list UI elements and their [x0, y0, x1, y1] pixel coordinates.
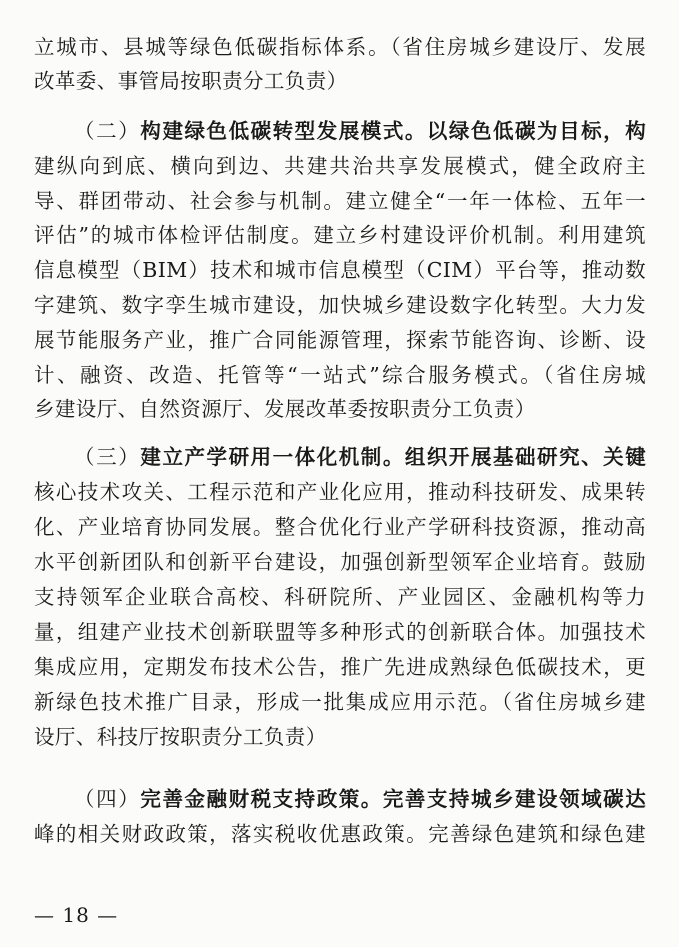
body-line: 新绿色技术推广目录，形成一批集成应用示范。（省住房城乡建	[34, 690, 646, 714]
section-heading: 构建绿色低碳转型发展模式。以绿色低碳为目标，构	[140, 119, 646, 143]
body-line: 集成应用，定期发布技术公告，推广先进成熟绿色低碳技术，更	[34, 655, 646, 679]
section-2-heading-line	[74, 118, 646, 144]
body-line: 评估”的城市体检评估制度。建立乡村建设评价机制。利用建筑	[34, 223, 646, 247]
body-line: 信息模型（BIM）技术和城市信息模型（CIM）平台等，推动数	[34, 258, 646, 282]
section-4-heading-line	[74, 786, 646, 812]
body-line: 设厅、科技厅按职责分工负责）	[34, 725, 327, 749]
body-line: 峰的相关财政政策，落实税收优惠政策。完善绿色建筑和绿色建	[34, 822, 646, 846]
body-line: 展节能服务产业，推广合同能源管理，探索节能咨询、诊断、设	[34, 328, 646, 352]
body-line: 化、产业培育协同发展。整合优化行业产学研科技资源，推动高	[34, 515, 646, 539]
body-line: 改革委、事管局按职责分工负责）	[34, 69, 348, 93]
section-number: （二）	[74, 119, 141, 143]
section-number: （四）	[74, 787, 141, 811]
section-3-heading-line	[74, 444, 646, 470]
body-line: 支持领军企业联合高校、科研院所、产业园区、金融机构等力	[34, 585, 646, 609]
body-line: 量，组建产业技术创新联盟等多种形式的创新联合体。加强技术	[34, 620, 646, 644]
body-line: 水平创新团队和创新平台建设，加强创新型领军企业培育。鼓励	[34, 550, 646, 574]
body-line: 立城市、县城等绿色低碳指标体系。（省住房城乡建设厅、发展	[34, 35, 646, 59]
section-heading: 完善金融财税支持政策。完善支持城乡建设领域碳达	[140, 787, 646, 811]
body-line: 核心技术攻关、工程示范和产业化应用，推动科技研发、成果转	[34, 480, 646, 504]
section-number: （三）	[74, 445, 141, 469]
section-heading: 建立产学研用一体化机制。组织开展基础研究、关键	[140, 445, 646, 469]
body-line: 乡建设厅、自然资源厅、发展改革委按职责分工负责）	[34, 397, 536, 421]
page-number: — 18 —	[34, 903, 119, 927]
body-line: 建纵向到底、横向到边、共建共治共享发展模式，健全政府主	[34, 154, 646, 178]
body-line: 导、群团带动、社会参与机制。建立健全“一年一体检、五年一	[34, 189, 646, 213]
body-line: 字建筑、数字孪生城市建设，加快城乡建设数字化转型。大力发	[34, 293, 646, 317]
body-line: 计、融资、改造、托管等“一站式”综合服务模式。（省住房城	[34, 363, 646, 387]
